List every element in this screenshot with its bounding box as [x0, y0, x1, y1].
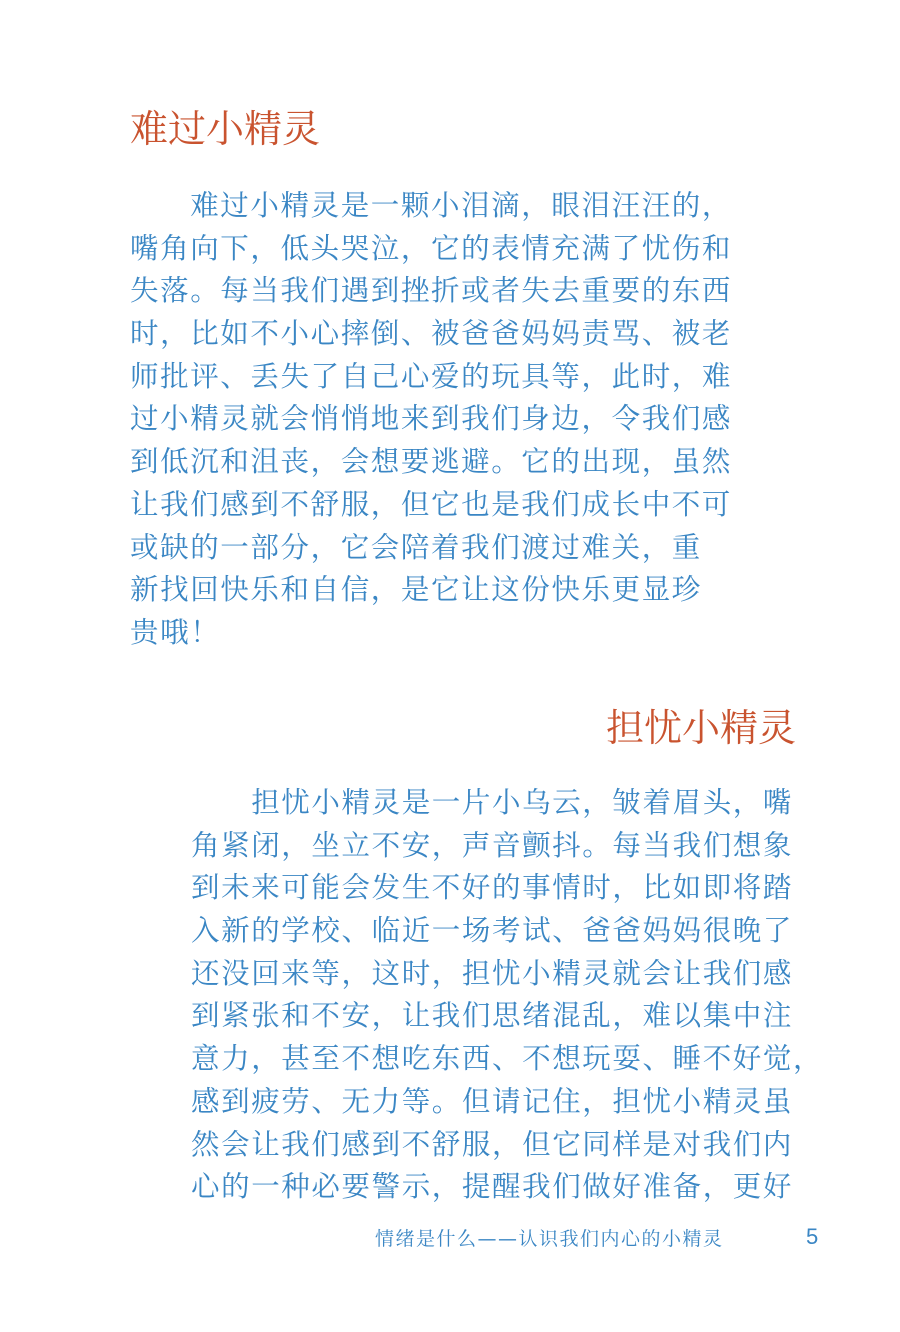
paragraph-line: 失落。每当我们遇到挫折或者失去重要的东西: [130, 274, 733, 308]
section-heading-worry-sprite: 担忧小精灵: [605, 706, 796, 750]
paragraph-line: 嘴角向下，低头哭泣，它的表情充满了忧伤和: [130, 231, 733, 265]
paragraph-line: 过小精灵就会悄悄地来到我们身边，令我们感: [130, 402, 733, 436]
section-paragraph-worry-sprite: [191, 782, 824, 1209]
paragraph-line: 到紧张和不安，让我们思绪混乱，难以集中注: [191, 999, 794, 1033]
paragraph-line: 时，比如不小心摔倒、被爸爸妈妈责骂、被老: [130, 317, 733, 351]
paragraph-line: 然会让我们感到不舒服，但它同样是对我们内: [191, 1127, 794, 1161]
paragraph-line: 感到疲劳、无力等。但请记住，担忧小精灵虽: [191, 1084, 794, 1118]
paragraph-line: 贵哦！: [130, 615, 221, 649]
paragraph-line: 入新的学校、临近一场考试、爸爸妈妈很晚了: [191, 914, 794, 948]
paragraph-line: 新找回快乐和自信，是它让这份快乐更显珍: [130, 573, 702, 607]
paragraph-line: 角紧闭，坐立不安，声音颤抖。每当我们想象: [191, 828, 794, 862]
paragraph-line: 到低沉和沮丧，会想要逃避。它的出现，虽然: [130, 445, 733, 479]
section-heading-sad-sprite: 难过小精灵: [130, 107, 321, 151]
paragraph-line: 意力，甚至不想吃东西、不想玩耍、睡不好觉，: [191, 1042, 824, 1076]
paragraph-line: 到未来可能会发生不好的事情时，比如即将踏: [191, 871, 794, 905]
running-footer-title: 情绪是什么——认识我们内心的小精灵: [375, 1228, 724, 1250]
paragraph-line: 让我们感到不舒服，但它也是我们成长中不可: [130, 487, 733, 521]
section-paragraph-sad-sprite: [130, 185, 740, 655]
paragraph-line: 或缺的一部分，它会陪着我们渡过难关，重: [130, 530, 702, 564]
paragraph-line: 担忧小精灵是一片小乌云，皱着眉头，嘴: [191, 786, 794, 819]
page-number: 5: [806, 1224, 819, 1249]
paragraph-line: 难过小精灵是一颗小泪滴，眼泪汪汪的，: [130, 189, 733, 222]
paragraph-line: 还没回来等，这时，担忧小精灵就会让我们感: [191, 956, 794, 990]
paragraph-line: 心的一种必要警示，提醒我们做好准备，更好: [191, 1170, 794, 1204]
paragraph-line: 师批评、丢失了自己心爱的玩具等，此时，难: [130, 359, 733, 393]
